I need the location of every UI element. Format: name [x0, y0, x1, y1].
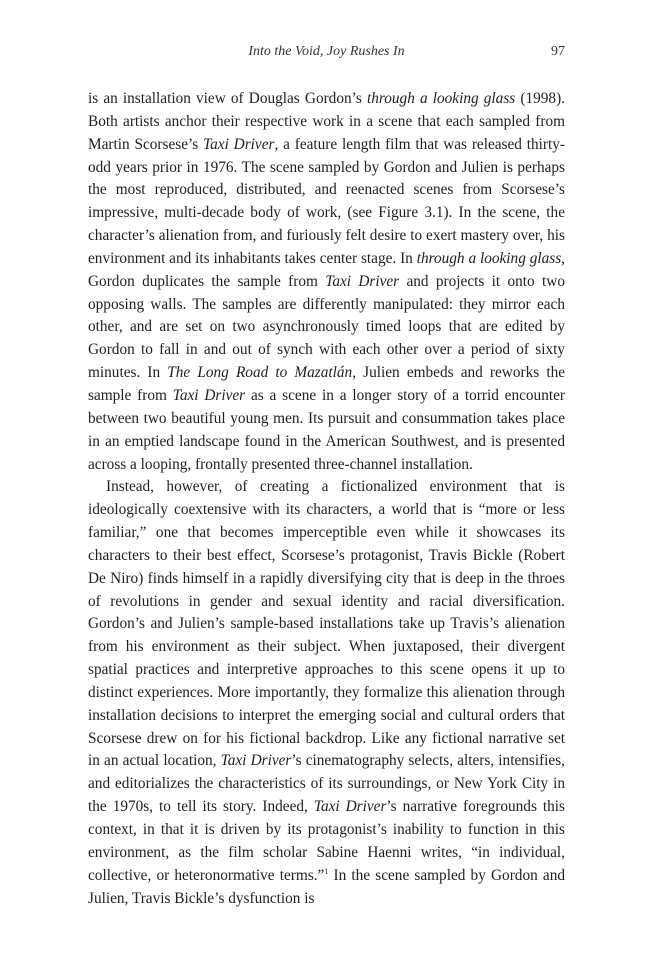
text-run: and projects it onto two opposing walls. The samples are differently manipulated: they mirror each other, and are set on two asynchronously timed loops that are edited by Gordon to fall in and out of synch with each other over a period of sixty minutes. In [88, 272, 565, 382]
text-run: , a feature length film that was released thirty-odd years prior in 1976. The scene sampled by Gordon and Julien is perhaps the most reproduced, distributed, and reenacted scenes from Scorsese’s impressive, multi-decade body of work, (see Figure 3.1). In the scene, the character’s alienation from, and furiously felt desire to exert mastery over, his environment and its inhabitants takes center stage. In [88, 135, 565, 267]
text-run: In the scene sampled by Gordon and Julien, Travis Bickle’s dysfunction is [88, 866, 565, 907]
italic-title: The Long Road to Mazatlán [167, 364, 353, 382]
text-run: , Julien embeds and reworks the sample from [88, 364, 566, 404]
text-run: ’s cinematography selects, alters, intensifies, and editorializes the characteristics of its surroundings, or New York City in the 1970s, to tell its story. Indeed, [88, 752, 566, 816]
italic-title: through a looking glass [416, 249, 562, 267]
page-number: 97 [551, 44, 565, 59]
italic-title: Taxi Driver [203, 135, 275, 153]
paragraph [88, 476, 565, 910]
text-run: as a scene in a longer story of a torrid encounter between two beautiful young men. Its pursuit and consummation takes place in an emptied landscape found in the American Southwest, and is presented across a looping, frontally presented three-channel installation. [88, 386, 565, 473]
text-run: (1998). Both artists anchor their respective work in a scene that each sampled from Martin Scorsese’s [88, 90, 565, 153]
text-run: is an installation view of Douglas Gordon’s [88, 90, 367, 107]
running-title: Into the Void, Joy Rushes In [248, 44, 405, 59]
italic-title: Taxi Driver [313, 798, 387, 816]
text-run: Instead, however, of creating a fictionalized environment that is ideologically coextensive with its characters, a world that is “more or less familiar,” one that becomes imperceptible even while it showcases its characters to their best effect, Scorsese’s protagonist, Travis Bickle (Robert De Niro) finds himself in a rapidly diversifying city that is deep in the throes of revolutions in gender and sexual identity and racial diversification. Gordon’s and Julien’s sample-based installations take up Travis’s alienation from his environment as their subject. When juxtaposed, their divergent spatial practices and interpretive approaches to this scene opens it up to distinct experiences. More importantly, they formalize this alienation through installation decisions to interpret the emerging social and cultural orders that Scorsese drew on for his fictional backdrop. Like any fictional narrative set in an actual location, [88, 478, 565, 770]
running-head [88, 44, 565, 64]
paragraph [88, 88, 565, 476]
text-run: ’s narrative foregrounds this context, in that it is driven by its protagonist’s inability to function in this environment, as the film scholar Sabine Haenni writes, “in individual, collective, or heteronormative terms.” [88, 798, 565, 884]
body-text [88, 88, 565, 910]
text-run: , Gordon duplicates the sample from [88, 249, 565, 290]
italic-title: Taxi Driver [172, 386, 246, 404]
italic-title: Taxi Driver [220, 752, 292, 770]
italic-title: Taxi Driver [325, 272, 400, 290]
footnote-marker: 1 [324, 866, 329, 876]
italic-title: through a looking glass [366, 90, 516, 107]
